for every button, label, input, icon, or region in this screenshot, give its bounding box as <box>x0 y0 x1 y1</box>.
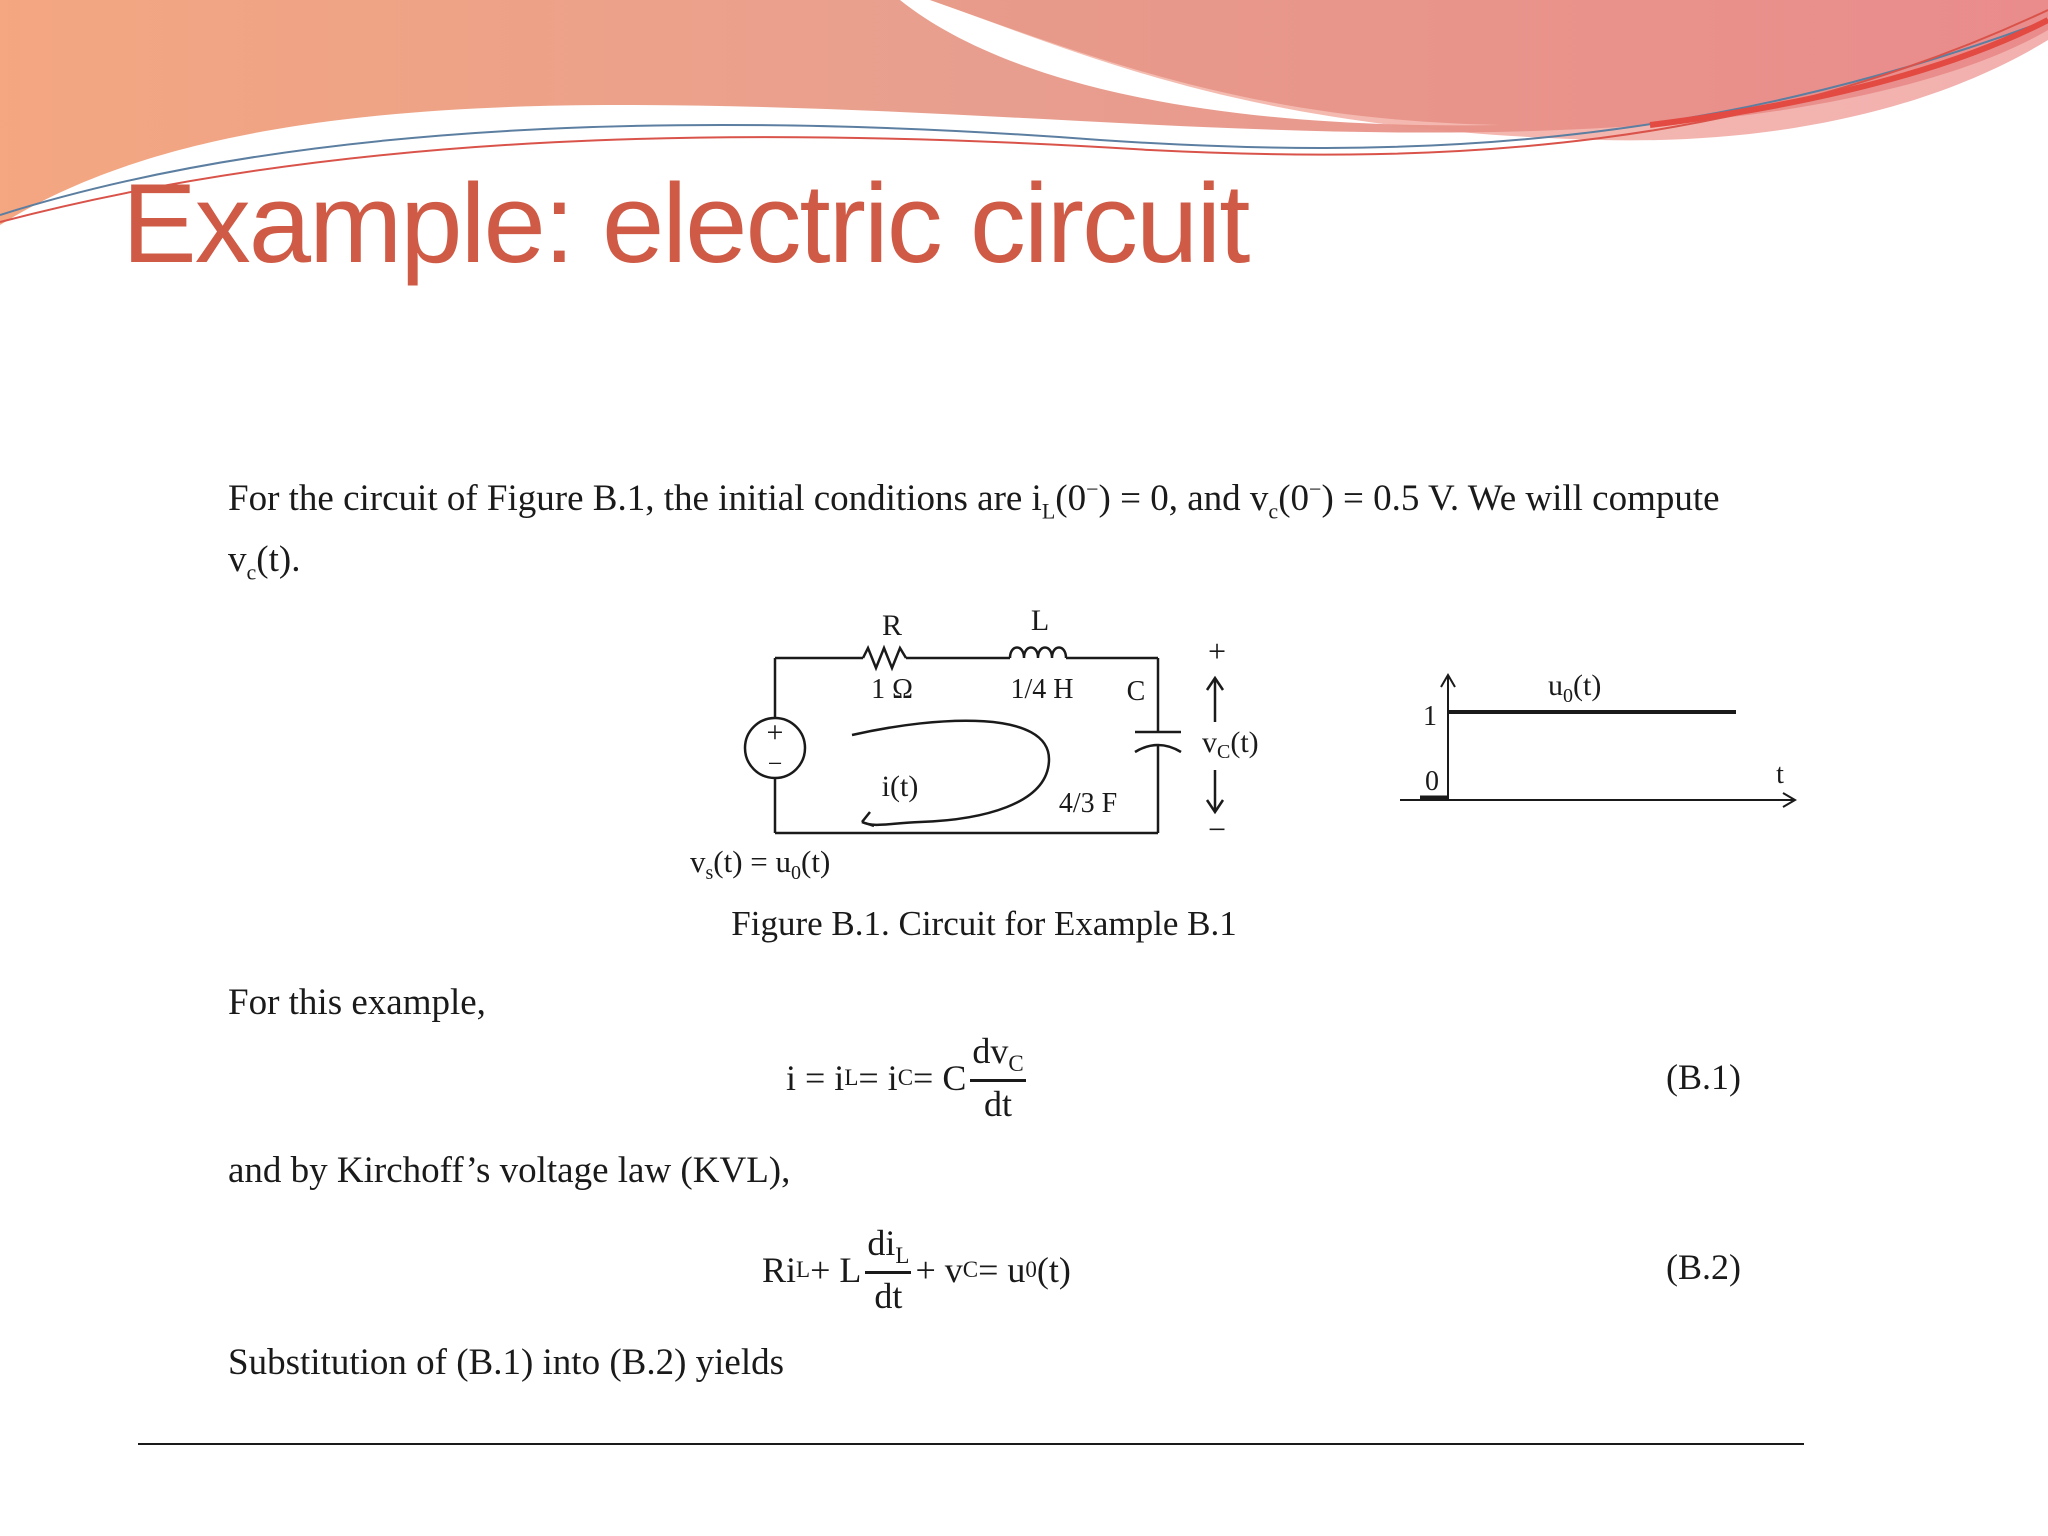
source-plus-sign: + <box>766 716 784 749</box>
y-tick-zero: 0 <box>1425 766 1439 797</box>
vc-minus-sign: − <box>1207 811 1227 847</box>
capacitor-symbol-label: C <box>1126 676 1146 707</box>
inductor-symbol <box>1010 648 1066 659</box>
capacitor-value: 4/3 F <box>1058 788 1118 819</box>
inductor-value: 1/4 H <box>1010 674 1074 705</box>
x-axis-label: t <box>1776 759 1784 790</box>
vc-plus-sign: + <box>1207 633 1227 669</box>
step-label: $u_0(t)$ <box>1548 669 1602 707</box>
intro-paragraph: For the circuit of Figure B.1, the initial conditions are $i_L(0^-) = 0$, and $v_c(0^-) = 0.5$ V. We will compute $v_c(t)$. <box>228 476 1720 585</box>
current-label: i(t) <box>881 770 919 803</box>
fraction-dil-dt: $\frac{di_L}{dt}$ <box>867 1223 910 1317</box>
source-minus-sign: − <box>767 749 783 778</box>
vc-label: $v_C(t)$ <box>1202 726 1259 763</box>
equation-number-b2: (B.2) <box>1666 1247 1741 1287</box>
unit-step-plot <box>1390 655 1810 830</box>
equation-b1: i = i L = i C = C $\frac{dv_C}{dt}$ <box>786 1031 1024 1125</box>
fraction-dvc-dt: $\frac{dv_C}{dt}$ <box>972 1031 1024 1125</box>
resistor-value: 1 Ω <box>871 674 913 705</box>
resistor-symbol-label: R <box>881 609 903 642</box>
resistor-symbol <box>863 648 906 668</box>
figure-caption: Figure B.1. Circuit for Example B.1 <box>731 904 1237 943</box>
source-equation: $v_s(t) = u_0(t)$ <box>690 844 831 880</box>
example-paragraph: For this example, <box>228 982 486 1023</box>
equation-b2: Ri L + L $\frac{di_L}{dt}$ + v C = u 0 (t) <box>762 1223 1071 1317</box>
equation-number-b1: (B.1) <box>1666 1057 1741 1097</box>
y-tick-one: 1 <box>1423 701 1437 732</box>
substitution-paragraph: Substitution of (B.1) into (B.2) yields <box>228 1342 785 1383</box>
inductor-symbol-label: L <box>1030 604 1050 637</box>
kvl-paragraph: and by Kirchoff’s voltage law (KVL), <box>228 1150 791 1191</box>
slide-title: Example: electric circuit <box>122 161 1249 286</box>
footer-divider <box>138 1443 1804 1445</box>
circuit-diagram <box>680 600 1300 880</box>
